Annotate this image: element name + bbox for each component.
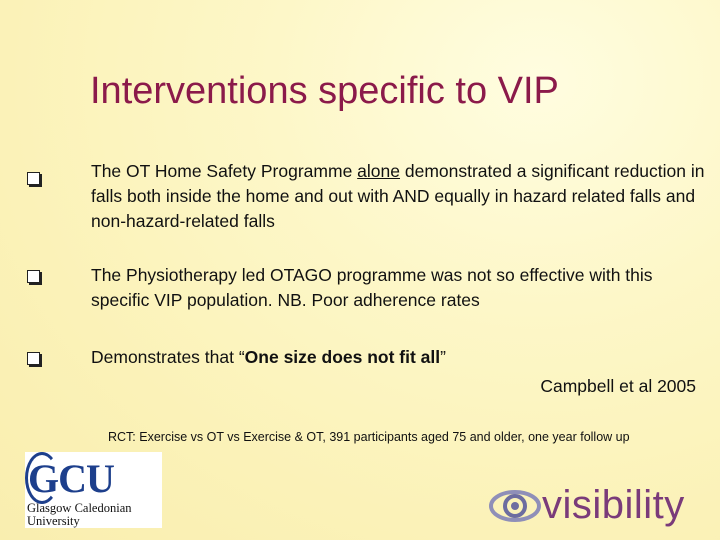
checkbox-bullet-icon bbox=[27, 270, 40, 283]
gcu-logo bbox=[25, 452, 162, 528]
checkbox-bullet-icon bbox=[27, 172, 40, 185]
bullet-text: The Physiotherapy led OTAGO programme was not so effective with this specific VIP population. NB. Poor adherence rates bbox=[91, 265, 653, 310]
visibility-logo bbox=[488, 480, 708, 530]
slide-title: Interventions specific to VIP bbox=[90, 70, 559, 112]
bullet-text: Demonstrates that “ bbox=[91, 347, 245, 367]
bullet-text: The OT Home Safety Programme bbox=[91, 161, 358, 181]
bullet-text: ” bbox=[440, 347, 446, 367]
citation: Campbell et al 2005 bbox=[540, 376, 696, 396]
bullet-item-one-size bbox=[91, 345, 706, 370]
checkbox-bullet-icon bbox=[27, 352, 40, 365]
gcu-logo-mark: GCU bbox=[28, 456, 114, 501]
bullet-text: demonstrated a significant reduction in falls both inside the home and out with AND equally in hazard related falls and non-hazard-related falls bbox=[91, 161, 705, 231]
gcu-logo-line2: University bbox=[27, 514, 80, 528]
eye-icon bbox=[488, 484, 542, 528]
visibility-wordmark: visibility bbox=[542, 483, 685, 527]
gcu-logo-line1: Glasgow Caledonian bbox=[27, 501, 132, 515]
rct-note: RCT: Exercise vs OT vs Exercise & OT, 391 participants aged 75 and older, one year follow up bbox=[108, 430, 630, 444]
bullet-item-otago bbox=[91, 263, 706, 313]
bullet-underlined-text: alone bbox=[357, 161, 400, 181]
bullet-item-ot-programme bbox=[91, 159, 706, 234]
bullet-bold-text: One size does not fit all bbox=[244, 347, 441, 367]
